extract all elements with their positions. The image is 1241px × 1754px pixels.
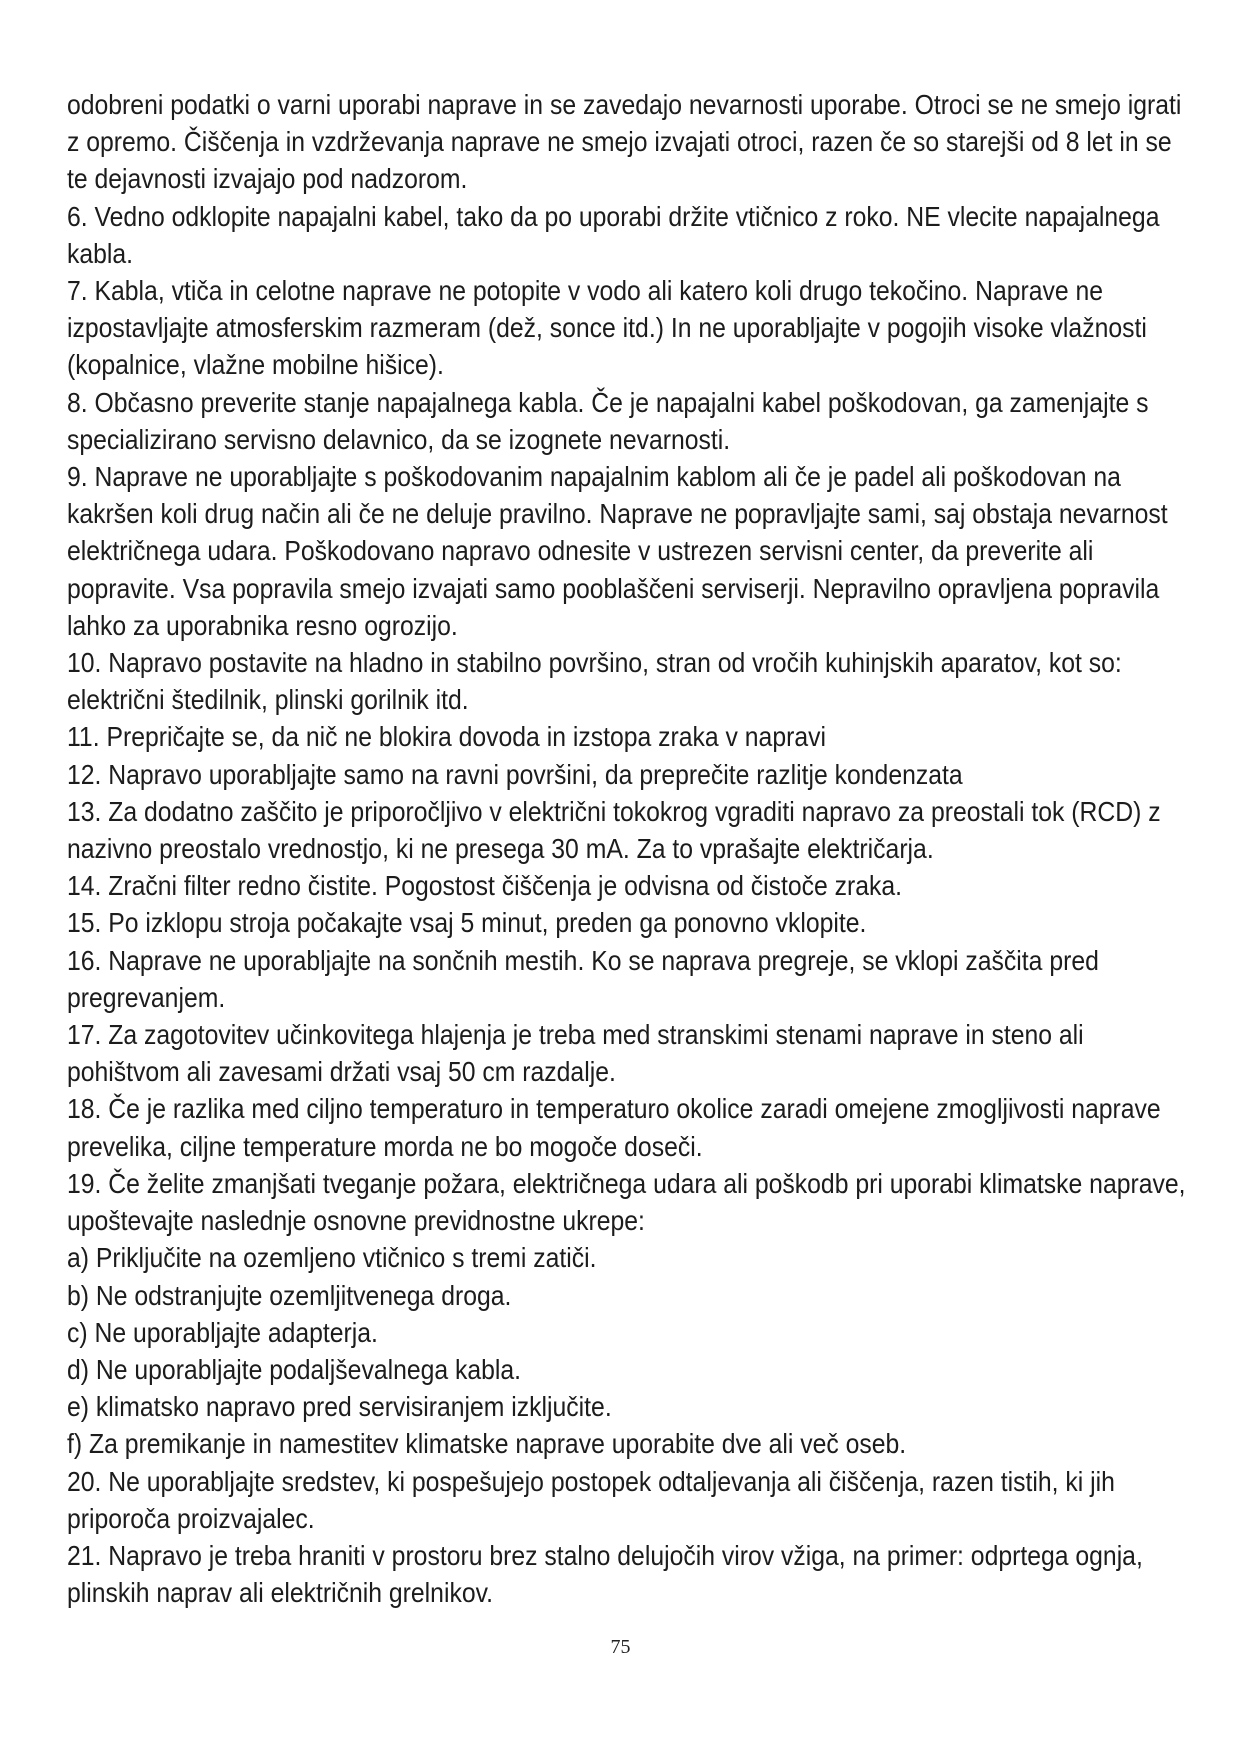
- sub-item-a: a) Priključite na ozemljeno vtičnico s tremi zatiči.: [67, 1242, 597, 1274]
- paragraph-item-13: 13. Za dodatno zaščito je priporočljivo v električni tokokrog vgraditi napravo za preostali tok (RCD) z nazivno preostalo vrednostjo, ki ne presega 30 mA. Za to vprašajte električarja.: [67, 795, 1161, 865]
- sub-item-e: e) klimatsko napravo pred servisiranjem izključite.: [67, 1391, 612, 1423]
- page-body-text: [67, 86, 1197, 1611]
- paragraph-item-18: 18. Če je razlika med ciljno temperaturo in temperaturo okolice zaradi omejene zmogljivosti naprave prevelika, ciljne temperature morda ne bo mogoče doseči.: [67, 1093, 1161, 1162]
- paragraph-item-16: 16. Naprave ne uporabljajte na sončnih mestih. Ko se naprava pregreje, se vklopi zaščita pred pregrevanjem.: [67, 944, 1099, 1013]
- paragraph-item-14: 14. Zračni filter redno čistite. Pogostost čiščenja je odvisna od čistoče zraka.: [67, 870, 903, 902]
- paragraph-item-11: 11. Prepričajte se, da nič ne blokira dovoda in izstopa zraka v napravi: [67, 721, 826, 753]
- paragraph-item-10: 10. Napravo postavite na hladno in stabilno površino, stran od vročih kuhinjskih aparatov, kot so: električni štedilnik, plinski gorilnik itd.: [67, 647, 1122, 716]
- paragraph-item-17: 17. Za zagotovitev učinkovitega hlajenja je treba med stranskimi stenami naprave in steno ali pohištvom ali zavesami držati vsaj 50 cm razdalje.: [67, 1019, 1084, 1088]
- sub-item-f: f) Za premikanje in namestitev klimatske naprave uporabite dve ali več oseb.: [67, 1428, 907, 1460]
- paragraph-item-9: 9. Naprave ne uporabljajte s poškodovanim napajalnim kablom ali če je padel ali poškodovan na kakršen koli drug način ali če ne deluje pravilno. Naprave ne popravljajte sami, saj obstaja nevarnost električnega udara. Poškodovano napravo odnesite v ustrezen servisni center, da preverite ali popravite. Vsa popravila smejo izvajati samo pooblaščeni serviserji. Nepravilno opravljena popravila lahko za uporabnika resno ogrozijo.: [67, 461, 1168, 641]
- paragraph-item-7: 7. Kabla, vtiča in celotne naprave ne potopite v vodo ali katero koli drugo tekočino. Naprave ne izpostavljajte atmosferskim razmeram (dež, sonce itd.) In ne uporabljajte v pogojih visoke vlažnosti (kopalnice, vlažne mobilne hišice).: [67, 275, 1147, 381]
- paragraph-item-19: 19. Če želite zmanjšati tveganje požara, električnega udara ali poškodb pri uporabi klimatske naprave, upoštevajte naslednje osnovne previdnostne ukrepe:: [67, 1167, 1186, 1237]
- paragraph-item-6: 6. Vedno odklopite napajalni kabel, tako da po uporabi držite vtičnico z roko. NE vlecite napajalnega kabla.: [67, 200, 1160, 269]
- sub-item-c: c) Ne uporabljajte adapterja.: [67, 1316, 378, 1348]
- paragraph-item-12: 12. Napravo uporabljajte samo na ravni površini, da preprečite razlitje kondenzata: [67, 758, 963, 790]
- paragraph-item-20: 20. Ne uporabljajte sredstev, ki pospešujejo postopek odtaljevanja ali čiščenja, razen tistih, ki jih priporoča proizvajalec.: [67, 1465, 1115, 1534]
- paragraph-item-21: 21. Napravo je treba hraniti v prostoru brez stalno delujočih virov vžiga, na primer: odprtega ognja, plinskih naprav ali električnih grelnikov.: [67, 1539, 1143, 1609]
- sub-item-b: b) Ne odstranjujte ozemljitvenega droga.: [67, 1279, 512, 1311]
- paragraph-item-8: 8. Občasno preverite stanje napajalnega kabla. Če je napajalni kabel poškodovan, ga zamenjajte s specializirano servisno delavnico, da se izognete nevarnosti.: [67, 386, 1149, 455]
- sub-item-d: d) Ne uporabljajte podaljševalnega kabla.: [67, 1353, 522, 1385]
- paragraph-continuation: odobreni podatki o varni uporabi naprave in se zavedajo nevarnosti uporabe. Otroci se ne smejo igrati z opremo. Čiščenja in vzdrževanja naprave ne smejo izvajati otroci, razen če so starejši od 8 let in se te dejavnosti izvajajo pod nadzorom.: [67, 89, 1182, 195]
- page-number: 75: [610, 1636, 631, 1658]
- paragraph-item-15: 15. Po izklopu stroja počakajte vsaj 5 minut, preden ga ponovno vklopite.: [67, 907, 867, 939]
